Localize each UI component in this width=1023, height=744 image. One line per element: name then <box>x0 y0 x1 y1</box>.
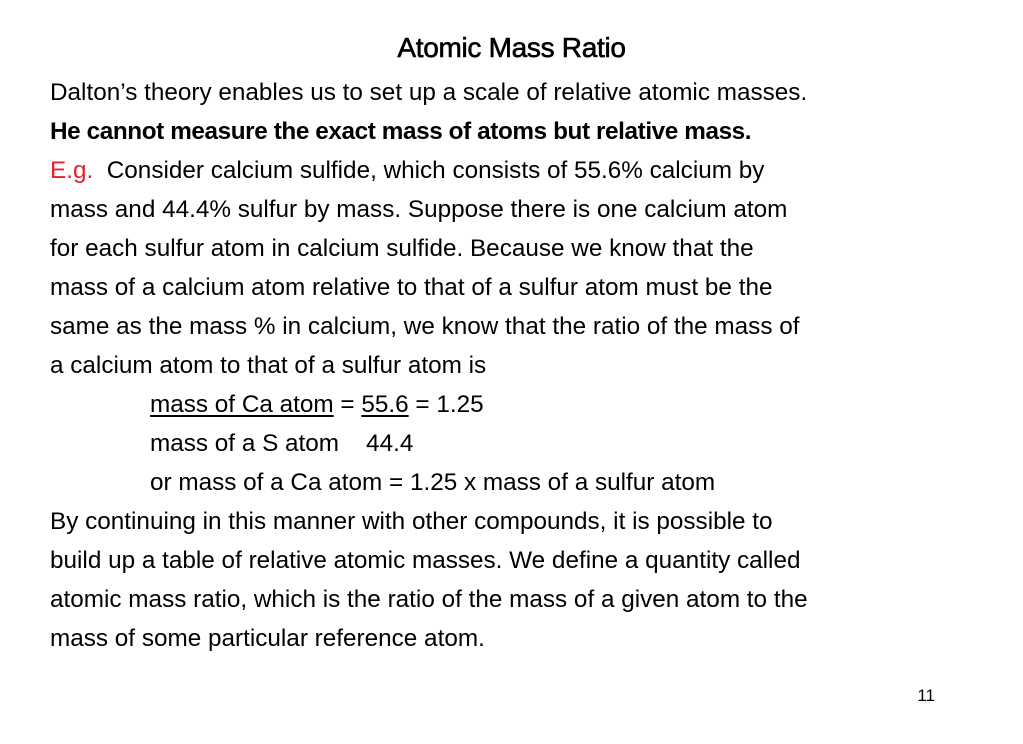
example-line <box>50 151 990 190</box>
body-line-12: By continuing in this manner with other compounds, it is possible to <box>50 508 773 535</box>
body-line-4: mass and 44.4% sulfur by mass. Suppose there is one calcium atom <box>50 196 788 223</box>
body-line-14: atomic mass ratio, which is the ratio of the mass of a given atom to the <box>50 586 808 613</box>
emphasis-line: He cannot measure the exact mass of atoms but relative mass. <box>50 118 752 145</box>
formula-numerator-value: 55.6 <box>361 391 409 418</box>
example-text: Consider calcium sulfide, which consists of 55.6% calcium by <box>106 157 765 184</box>
slide-body <box>50 73 990 658</box>
body-line-6: mass of a calcium atom relative to that of a sulfur atom must be the <box>50 274 773 301</box>
formula-denominator-line: mass of a S atom 44.4 <box>150 430 414 457</box>
formula-result: = 1.25 <box>408 391 484 418</box>
slide-title: Atomic Mass Ratio <box>397 32 626 63</box>
formula-equals: = <box>333 391 362 418</box>
formula-restatement: or mass of a Ca atom = 1.25 x mass of a sulfur atom <box>150 469 716 496</box>
intro-line: Dalton’s theory enables us to set up a scale of relative atomic masses. <box>50 79 808 106</box>
body-line-13: build up a table of relative atomic masses. We define a quantity called <box>50 547 801 574</box>
body-line-8: a calcium atom to that of a sulfur atom is <box>50 352 487 379</box>
formula-numerator-label: mass of Ca atom <box>150 391 334 418</box>
page-number: 11 <box>917 686 935 705</box>
body-line-5: for each sulfur atom in calcium sulfide. Because we know that the <box>50 235 754 262</box>
example-label: E.g. <box>50 157 94 184</box>
formula-numerator-line <box>50 385 990 424</box>
body-line-15: mass of some particular reference atom. <box>50 625 485 652</box>
body-line-7: same as the mass % in calcium, we know that the ratio of the mass of <box>50 313 800 340</box>
